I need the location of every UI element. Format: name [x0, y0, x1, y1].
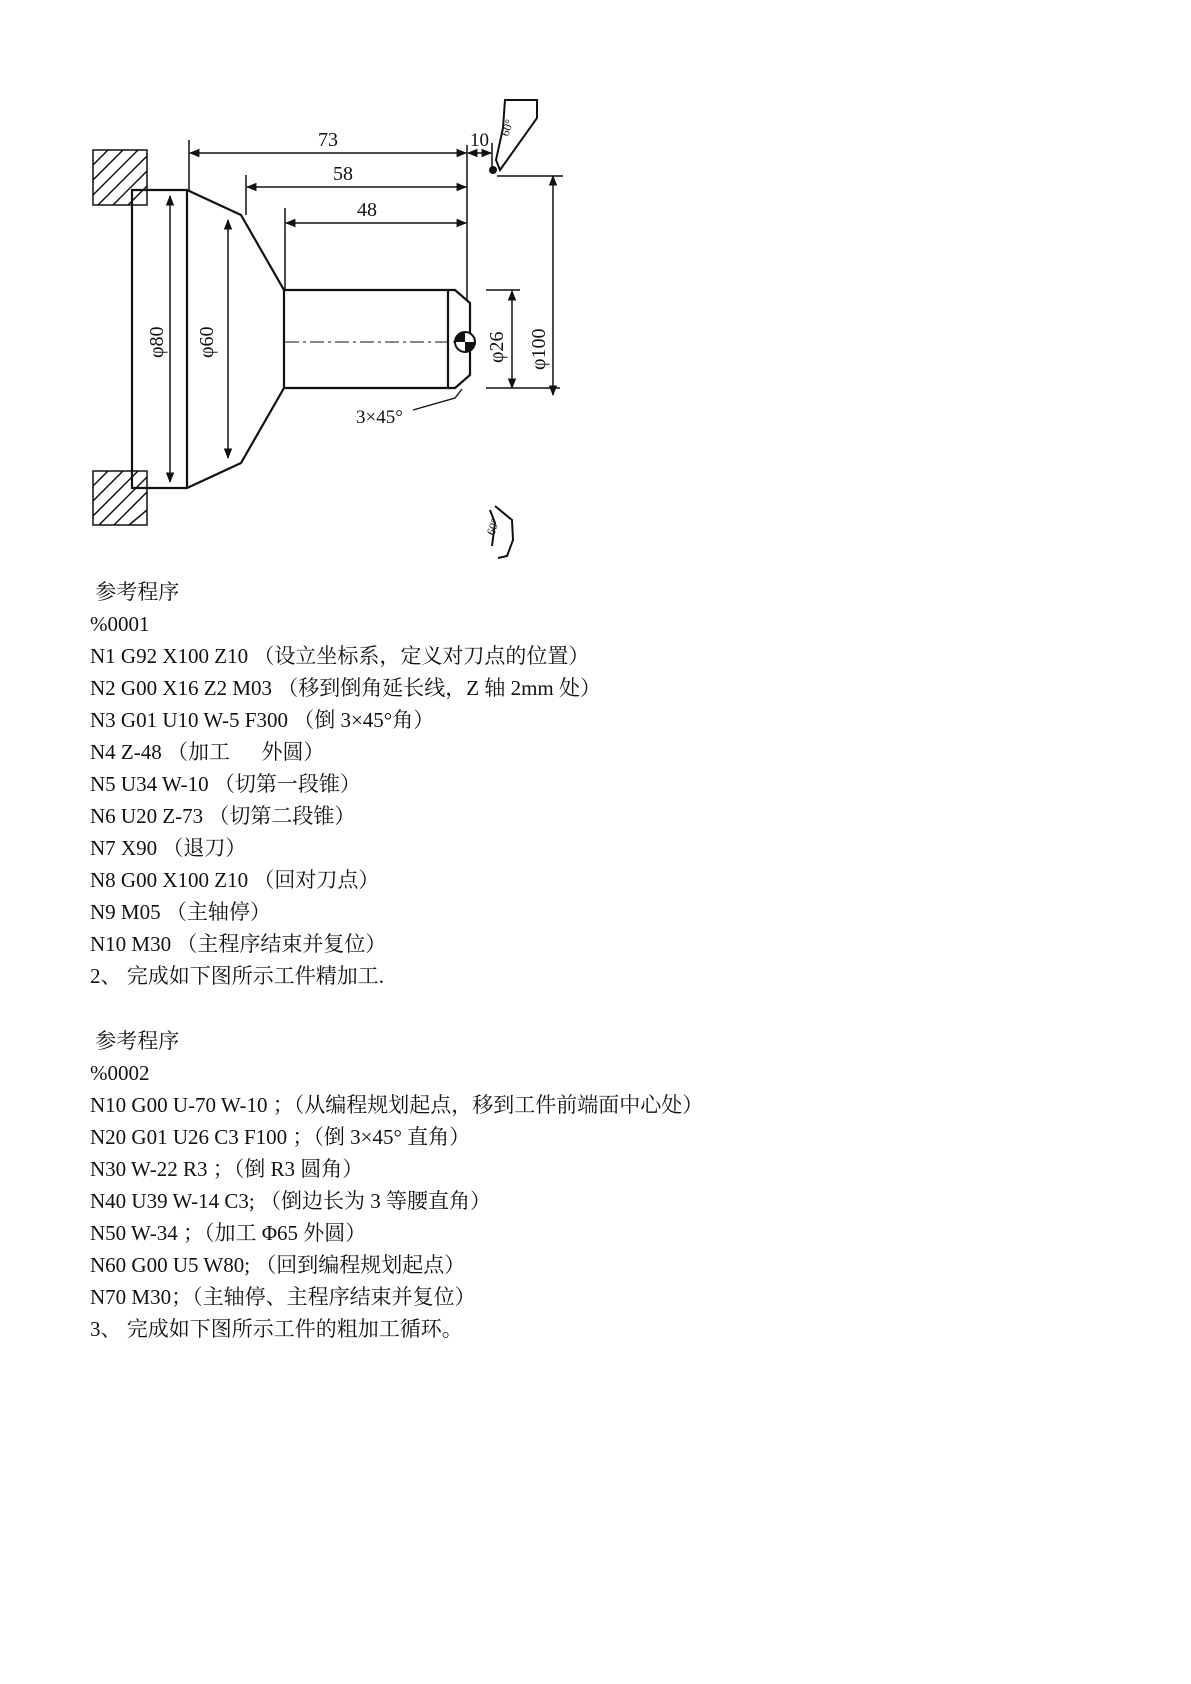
tool-bottom-icon	[484, 506, 513, 558]
section1-line-5: N5 U34 W-10 （切第一段锥）	[90, 772, 361, 796]
section1-line-9: N9 M05 （主轴停）	[90, 900, 271, 924]
task-2: 2、 完成如下图所示工件精加工.	[90, 964, 384, 988]
dim-58: 58	[333, 163, 353, 185]
chuck-jaw-top	[93, 150, 147, 205]
task-3: 3、 完成如下图所示工件的粗加工循环。	[90, 1317, 463, 1341]
section1-line-3: N3 G01 U10 W-5 F300 （倒 3×45°角）	[90, 708, 435, 732]
section2-heading: 参考程序	[90, 1029, 180, 1053]
workpiece-outline	[132, 190, 470, 488]
section2-program-number: %0002	[90, 1061, 150, 1085]
turning-part-drawing	[0, 0, 600, 560]
dim-10: 10	[470, 130, 489, 151]
section1-line-6: N6 U20 Z-73 （切第二段锥）	[90, 804, 356, 828]
dim-phi100: φ100	[528, 328, 550, 370]
diameter-dimension-lines	[170, 176, 563, 482]
chamfer-leader	[413, 389, 462, 410]
section2-line-1: N10 G00 U-70 W-10 ；（从编程规划起点，移到工件前端面中心处）	[90, 1093, 704, 1117]
section1-heading: 参考程序	[90, 580, 180, 604]
chuck-jaw-bottom	[93, 471, 147, 525]
section2-line-3: N30 W-22 R3 ；（倒 R3 圆角）	[90, 1157, 364, 1181]
section1-line-7: N7 X90 （退刀）	[90, 836, 247, 860]
section1-program-number: %0001	[90, 612, 150, 636]
svg-text:60°: 60°	[483, 516, 503, 538]
section1-line-10: N10 M30 （主程序结束并复位）	[90, 932, 387, 956]
section1-line-4: N4 Z-48 （加工 外圆）	[90, 740, 325, 764]
section2-line-7: N70 M30；（主轴停、主程序结束并复位）	[90, 1285, 476, 1309]
section2-line-5: N50 W-34 ；（加工 Φ65 外圆）	[90, 1221, 367, 1245]
dim-chamfer: 3×45°	[356, 407, 403, 428]
section2-line-6: N60 G00 U5 W80; （回到编程规划起点）	[90, 1253, 466, 1277]
tool-top-icon	[490, 100, 537, 173]
origin-symbol	[455, 332, 475, 352]
section2-line-4: N40 U39 W-14 C3; （倒边长为 3 等腰直角）	[90, 1189, 491, 1213]
section1-line-8: N8 G00 X100 Z10 （回对刀点）	[90, 868, 380, 892]
dim-phi26: φ26	[486, 331, 508, 363]
dim-phi80: φ80	[146, 326, 168, 358]
section1-line-1: N1 G92 X100 Z10 （设立坐标系，定义对刀点的位置）	[90, 644, 590, 668]
dim-73: 73	[318, 129, 338, 151]
section2-line-2: N20 G01 U26 C3 F100 ；（倒 3×45° 直角）	[90, 1125, 471, 1149]
dim-48: 48	[357, 199, 377, 221]
dim-phi60: φ60	[196, 326, 218, 358]
svg-text:60°: 60°	[497, 117, 517, 139]
section1-line-2: N2 G00 X16 Z2 M03 （移到倒角延长线，Z 轴 2mm 处）	[90, 676, 601, 700]
